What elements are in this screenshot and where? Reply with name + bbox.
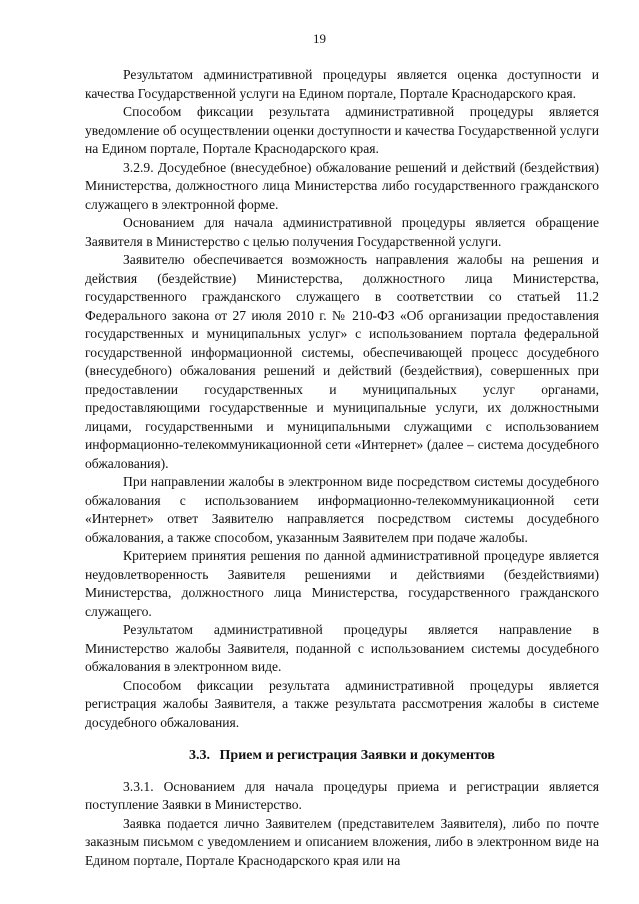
paragraph: Критерием принятия решения по данной административной процедуре является неудовлетворенность Заявителя решениями и действиями (бездействиями) Министерства, должностного лица Министерства, государственного гражданского служащего. bbox=[85, 548, 599, 619]
document-body bbox=[85, 66, 599, 870]
section-heading-number: 3.3. bbox=[189, 748, 211, 763]
paragraph: При направлении жалобы в электронном виде посредством системы досудебного обжалования с использованием информационно-телекоммуникационной сети «Интернет» ответ Заявителю направляется посредством системы досудебного обжалования, а также способом, указанным Заявителем при подаче жалобы. bbox=[85, 474, 599, 545]
section-heading bbox=[85, 747, 599, 766]
paragraph: Заявка подается лично Заявителем (представителем Заявителя), либо по почте заказным письмом с уведомлением и описанием вложения, либо в электронном виде на Едином портале, Портале Краснодарского края или на bbox=[85, 815, 599, 868]
paragraph: Результатом административной процедуры является направление в Министерство жалобы Заявителя, поданной с использованием системы досудебного обжалования в электронном виде. bbox=[85, 622, 599, 674]
section-heading-title: Прием и регистрация Заявки и документов bbox=[219, 748, 495, 763]
paragraph: Способом фиксации результата административной процедуры является уведомление об осуществлении оценки доступности и качества Государственной услуги на Едином портале, Портале Краснодарского края. bbox=[85, 104, 599, 156]
paragraph: 3.3.1. Основанием для начала процедуры приема и регистрации является поступление Заявки в Министерство. bbox=[85, 778, 599, 812]
paragraph: 3.2.9. Досудебное (внесудебное) обжалование решений и действий (бездействия) Министерства, должностного лица Министерства либо государственного гражданского служащего в электронной форме. bbox=[85, 159, 599, 212]
paragraph: Заявителю обеспечивается возможность направления жалобы на решения и действия (бездействие) Министерства, должностного лица Министерства, государственного гражданского служащего в соответствии со статьей 11.2 Федерального закона от 27 июля 2010 г. № 210-ФЗ «Об организации предоставления государственных и муниципальных услуг» с использованием портала федеральной государственной информационной системы, обеспечивающей процесс досудебного (внесудебного) обжалования решений и действий (бездействия), совершенных при предоставлении государственных и муниципальных услуг органами, предоставляющими государственные и муниципальные услуги, их должностными лицами, государственными и муниципальными служащими с использованием информационно-телекоммуникационной сети «Интернет» (далее – система досудебного обжалования). bbox=[85, 252, 599, 471]
page-number: 19 bbox=[313, 31, 326, 46]
paragraph: Способом фиксации результата административной процедуры является регистрация жалобы Заявителя, а также результата рассмотрения жалобы в системе досудебного обжалования. bbox=[85, 677, 599, 730]
paragraph: Основанием для начала административной процедуры является обращение Заявителя в Министерство с целью получения Государственной услуги. bbox=[85, 215, 599, 249]
paragraph: Результатом административной процедуры является оценка доступности и качества Государственной услуги на Едином портале, Портале Краснодарского края. bbox=[85, 67, 599, 101]
